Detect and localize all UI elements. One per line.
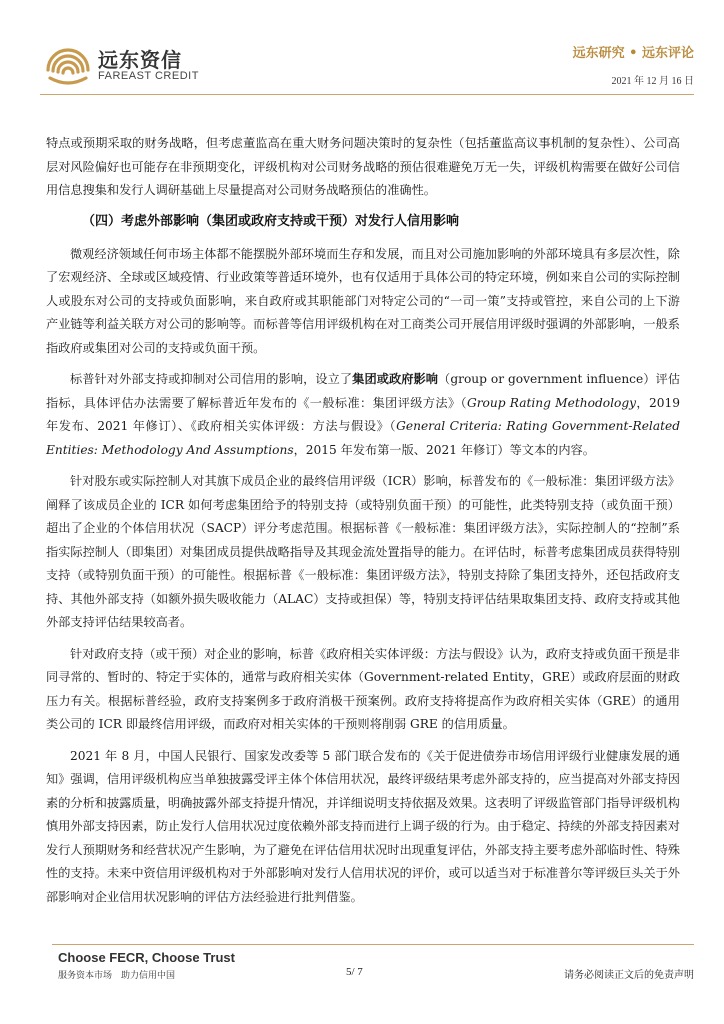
paragraph-group-rating: 针对股东或实际控制人对其旗下成员企业的最终信用评级（ICR）影响，标普发布的《一般标准：集团评级方法》阐释了该成员企业的 ICR 如何考虑集团给予的特别支持（或特别负面干预）的可能性，此类特别支持（或负面干预）超出了企业的个体信用状况（SACP）评分考虑范围。根据标普《一般标准：集团评级方法》，实际控制人的“控制”系指实际控制人（即集团）对集团成员提供战略指导及其现金流处置指导的能力。在评估时，标普考虑集团成员获得特别支持（或特别负面干预）的可能性。根据标普《一般标准：集团评级方法》，特别支持除了集团支持外，还包括政府支持、其他外部支持（如额外损失吸收能力（ALAC）支持或担保）等，特别支持评估结果取集团支持、政府支持或其他外部支持评估结果较高者。 bbox=[46, 474, 680, 629]
text-run: ，2019 年发布、2021 年修订）、《政府相关实体评级：方法与假设》（ bbox=[46, 395, 680, 433]
paragraph-continued: 特点或预期采取的财务战略，但考虑董监高在重大财务问题决策时的复杂性（包括董监高议事机制的复杂性）、公司高层对风险偏好也可能存在非预期变化，评级机构对公司财务战略的预估很难避免万无一失，评级机构需要在做好公司信用信息搜集和发行人调研基础上尽量提高对公司财务战略预估的准确性。 bbox=[46, 136, 680, 197]
header-divider bbox=[40, 94, 694, 95]
text-run: ，2015 年发布第一版、2021 年修订）等文本的内容。 bbox=[293, 442, 595, 457]
bold-term: 集团或政府影响 bbox=[352, 372, 439, 386]
text-run: 标普针对外部支持或抑制对公司信用的影响，设立了 bbox=[70, 372, 353, 386]
logo-english-name: FAREAST CREDIT bbox=[98, 70, 199, 82]
paragraph-external-environment: 微观经济领域任何市场主体都不能摆脱外部环境而生存和发展，而且对公司施加影响的外部环境具有多层次性，除了宏观经济、全球或区域疫情、行业政策等普适环境外，也有仅适用于具体公司的特定环境，例如来自公司的实际控制人或股东对公司的支持或负面影响，来自政府或其职能部门对特定公司的“一司一策”支持或管控，来自公司的上下游产业链等利益关联方对公司的影响等。而标普等信用评级机构在对工商类公司开展信用评级时强调的外部影响，一般系指政府或集团对公司的支持或负面干预。 bbox=[46, 246, 680, 355]
italic-title: General Criteria: Rating Government-Related Entities: Methodology And Assumptions bbox=[46, 419, 681, 457]
footer-disclaimer: 请务必阅读正文后的免责声明 bbox=[564, 970, 694, 981]
paragraph-government-support: 针对政府支持（或干预）对企业的影响，标普《政府相关实体评级：方法与假设》认为，政府支持或负面干预是非同寻常的、暂时的、特定于实体的，通常与政府相关实体（Government-related Entity，GRE）或政府层面的财政压力有关。根据标普经验，政府支持案例多于政府消极干预案例。政府支持将提高作为政府相关实体（GRE）的通用类公司的 ICR 即最终信用评级，而政府对相关实体的干预则将削弱 GRE 的信用质量。 bbox=[46, 646, 680, 731]
section-heading: （四）考虑外部影响（集团或政府支持或干预）对发行人信用影响 bbox=[82, 213, 460, 229]
text-run: （group or government influence）评估指标，具体评估办法需要了解标普近年发布的《一般标准：集团评级方法》（ bbox=[46, 372, 681, 410]
page-number: 5/ 7 bbox=[346, 966, 363, 978]
document-body bbox=[46, 132, 680, 917]
italic-title: Group Rating Methodology bbox=[466, 395, 637, 410]
footer-slogan: Choose FECR, Choose Trust bbox=[58, 950, 235, 965]
paragraph-group-government-influence bbox=[46, 368, 680, 462]
brand-tag: 远东研究 • 远东评论 bbox=[572, 46, 694, 61]
footer-sub-slogan: 服务资本市场 助力信用中国 bbox=[58, 971, 176, 981]
report-date: 2021 年 12 月 16 日 bbox=[611, 76, 694, 87]
fareast-logo-icon bbox=[42, 40, 94, 92]
paragraph-regulatory-notice: 2021 年 8 月，中国人民银行、国家发改委等 5 部门联合发布的《关于促进债券市场信用评级行业健康发展的通知》强调，信用评级机构应当单独披露受评主体个体信用状况，最终评级结果考虑外部支持的，应当提高对外部支持因素的分析和披露质量，明确披露外部支持提升情况，并详细说明支持依据及效果。这表明了评级监管部门指导评级机构慎用外部支持因素，防止发行人信用状况过度依赖外部支持而进行上调子级的行为。由于稳定、持续的外部支持因素对发行人预期财务和经营状况产生影响，为了避免在评估信用状况时出现重复评估，外部支持主要考虑外部临时性、特殊性的支持。未来中资信用评级机构对于外部影响对发行人信用状况的评价，或可以适当对于标准普尔等评级巨头关于外部影响对企业信用状况影响的评估方法经验进行批判借鉴。 bbox=[46, 748, 680, 904]
page-header bbox=[0, 0, 724, 100]
footer-divider bbox=[52, 944, 694, 945]
logo-chinese-name: 远东资信 bbox=[98, 48, 182, 72]
